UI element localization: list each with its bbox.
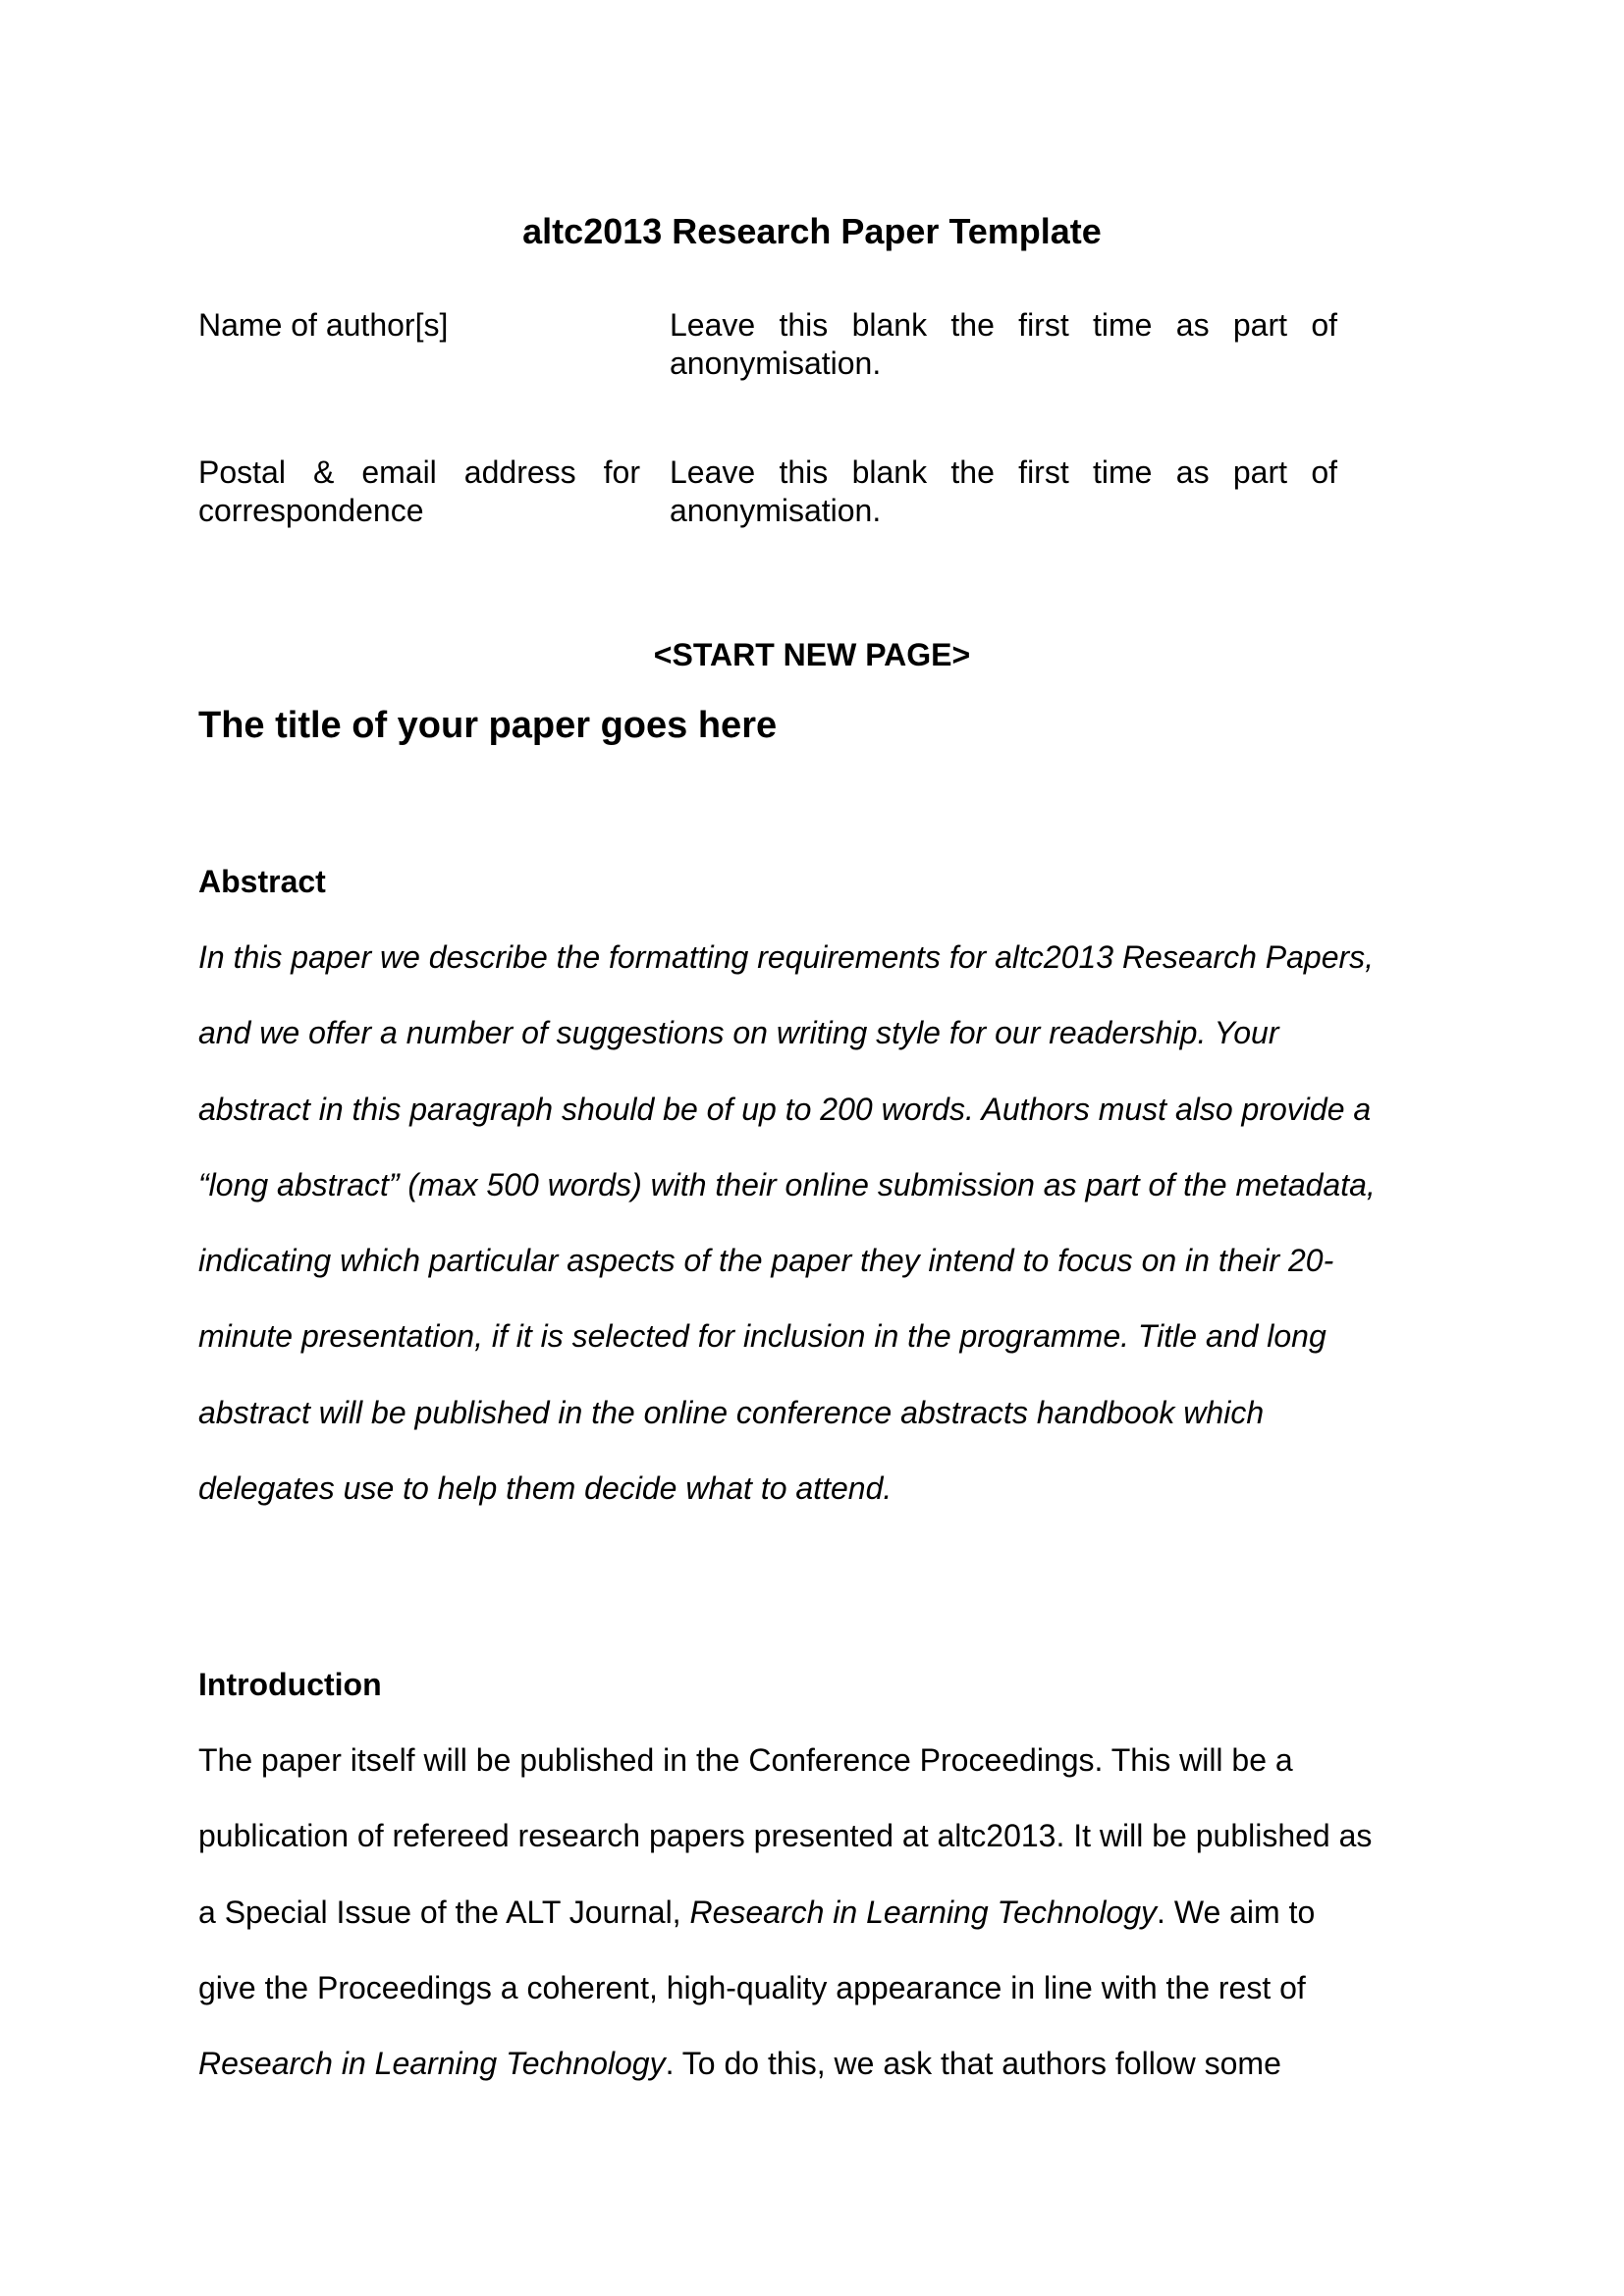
abstract-line: minute presentation, if it is selected for inclusion in the programme. Title and long xyxy=(198,1318,1326,1355)
introduction-line xyxy=(198,2026,1475,2102)
abstract-line: and we offer a number of suggestions on writing style for our readership. Your xyxy=(198,1015,1279,1051)
journal-name: Research in Learning Technology xyxy=(198,2046,666,2082)
start-new-page-marker: <START NEW PAGE> xyxy=(653,637,971,672)
author-label: Name of author[s] xyxy=(198,307,449,343)
introduction-line: The paper itself will be published in the Conference Proceedings. This will be a xyxy=(198,1742,1293,1778)
author-value: Leave this blank the first time as part of anonymisation. xyxy=(670,307,1337,381)
template-title: altc2013 Research Paper Template xyxy=(522,211,1102,251)
author-row xyxy=(198,306,1337,383)
introduction-heading: Introduction xyxy=(198,1667,382,1702)
abstract-line: delegates use to help them decide what to attend. xyxy=(198,1470,893,1507)
abstract-line: abstract in this paragraph should be of up to 200 words. Authors must also provide a xyxy=(198,1091,1372,1127)
abstract-line: “long abstract” (max 500 words) with their online submission as part of the metadata, xyxy=(198,1166,1376,1202)
introduction-line: publication of refereed research papers presented at altc2013. It will be published as xyxy=(198,1818,1373,1854)
abstract-line: indicating which particular aspects of the paper they intend to focus on in their 20- xyxy=(198,1243,1334,1279)
introduction-text: a Special Issue of the ALT Journal, xyxy=(198,1894,690,1930)
introduction-line: give the Proceedings a coherent, high-quality appearance in line with the rest of xyxy=(198,1969,1306,2005)
address-value: Leave this blank the first time as part of anonymisation. xyxy=(670,454,1337,528)
address-label: Postal & email address for correspondence xyxy=(198,454,640,528)
abstract-paragraph xyxy=(198,920,1475,1526)
introduction-paragraph xyxy=(198,1723,1475,2102)
address-row xyxy=(198,454,1337,530)
introduction-line xyxy=(198,1875,1475,1950)
abstract-line: In this paper we describe the formatting requirements for altc2013 Research Papers, xyxy=(198,939,1375,975)
introduction-text: . We aim to xyxy=(1157,1894,1316,1930)
introduction-text: . To do this, we ask that authors follow some xyxy=(665,2046,1281,2082)
abstract-line: abstract will be published in the online conference abstracts handbook which xyxy=(198,1394,1265,1430)
paper-title: The title of your paper goes here xyxy=(198,705,778,746)
journal-name: Research in Learning Technology xyxy=(689,1894,1158,1930)
abstract-heading: Abstract xyxy=(198,864,326,899)
